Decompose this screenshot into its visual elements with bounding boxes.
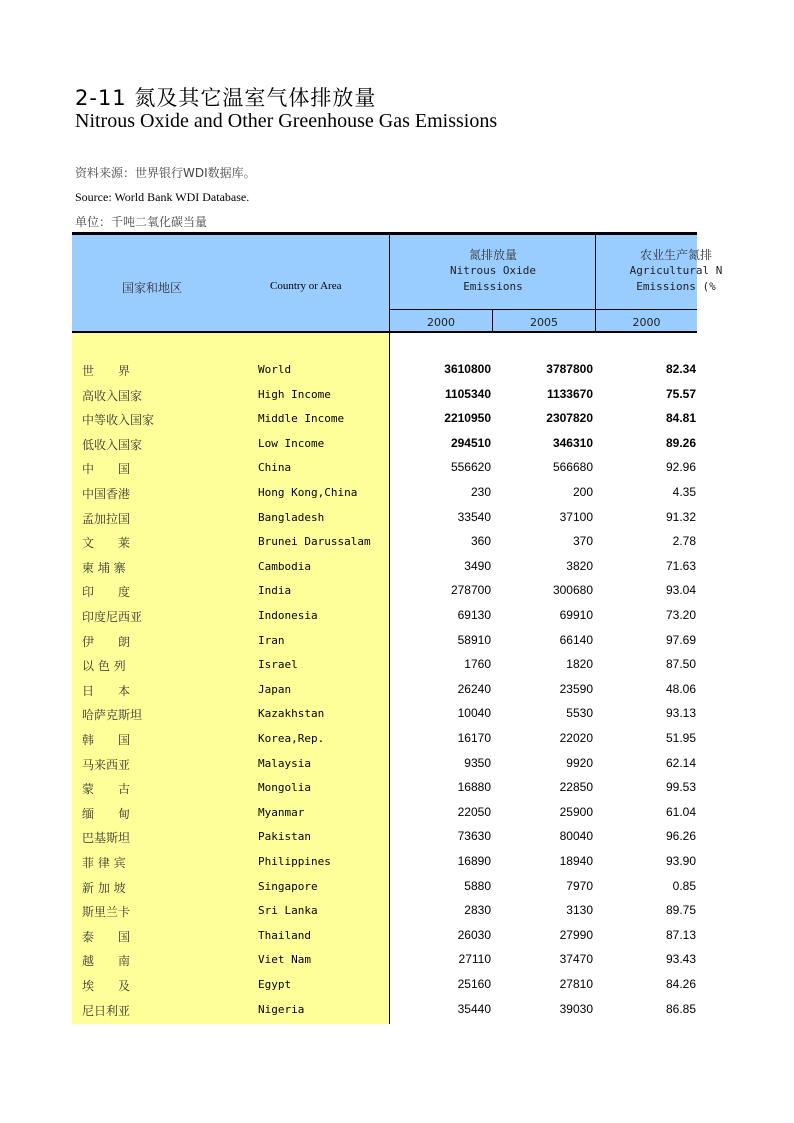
row-country-en: Hong Kong,China bbox=[258, 486, 358, 499]
row-value-2005: 27990 bbox=[559, 927, 593, 942]
table-row bbox=[72, 406, 697, 431]
row-value-2005: 5530 bbox=[566, 706, 593, 721]
header-agricultural bbox=[596, 247, 756, 295]
header-divider bbox=[492, 309, 493, 331]
row-country-en: Singapore bbox=[258, 879, 318, 893]
row-value-2000: 58910 bbox=[457, 632, 491, 647]
row-value-agri-2000: 97.69 bbox=[665, 632, 696, 647]
header-nitrous-oxide-cn: 氮排放量 bbox=[468, 248, 517, 262]
row-country-cn: 蒙 古 bbox=[82, 782, 131, 797]
row-value-2000: 26030 bbox=[457, 927, 491, 942]
page-title-cn: 2-11 氮及其它温室气体排放量 bbox=[75, 86, 377, 110]
row-value-2000: 3490 bbox=[464, 558, 491, 573]
row-value-2005: 566680 bbox=[552, 460, 593, 475]
row-value-2000: 73630 bbox=[457, 829, 491, 844]
row-value-agri-2000: 87.13 bbox=[665, 927, 696, 942]
table-row bbox=[72, 455, 697, 480]
row-value-2000: 2830 bbox=[464, 903, 491, 918]
row-country-cn: 日 本 bbox=[82, 683, 131, 698]
row-value-agri-2000: 48.06 bbox=[665, 681, 696, 696]
table-row bbox=[72, 874, 697, 899]
header-country-en: Country or Area bbox=[270, 280, 342, 292]
row-value-agri-2000: 89.26 bbox=[665, 435, 696, 450]
header-country-cn: 国家和地区 bbox=[122, 281, 183, 295]
emissions-table bbox=[72, 232, 723, 1024]
row-country-en: Pakistan bbox=[258, 830, 311, 844]
row-value-2005: 18940 bbox=[559, 854, 593, 868]
row-value-2005: 370 bbox=[572, 534, 593, 549]
unit-note: 单位：千吨二氧化碳当量 bbox=[75, 215, 208, 229]
table-row bbox=[72, 554, 697, 579]
row-country-en: High Income bbox=[258, 387, 331, 401]
row-country-en: Nigeria bbox=[258, 1002, 305, 1016]
row-country-cn: 高收入国家 bbox=[82, 388, 143, 403]
header-divider bbox=[595, 235, 596, 310]
row-country-cn: 中国香港 bbox=[82, 487, 131, 501]
table-row bbox=[72, 480, 697, 505]
table-row bbox=[72, 898, 697, 923]
row-value-agri-2000: 91.32 bbox=[665, 509, 696, 524]
header-nitrous-oxide-en2: Emissions bbox=[463, 280, 523, 293]
table-row bbox=[72, 603, 697, 628]
row-value-2000: 16170 bbox=[457, 731, 491, 745]
row-country-en: Japan bbox=[258, 682, 292, 696]
header-year-3: 2000 bbox=[632, 316, 661, 329]
row-value-2000: 27110 bbox=[458, 952, 491, 967]
row-country-en: Middle Income bbox=[258, 412, 345, 426]
row-value-2005: 200 bbox=[572, 485, 593, 499]
row-country-cn: 中等收入国家 bbox=[82, 413, 155, 428]
row-value-agri-2000: 73.20 bbox=[665, 608, 696, 622]
row-country-en: India bbox=[258, 584, 292, 598]
row-value-agri-2000: 61.04 bbox=[665, 804, 696, 819]
row-value-2005: 25900 bbox=[559, 804, 593, 819]
table-row bbox=[72, 923, 697, 948]
row-value-2000: 556620 bbox=[450, 460, 491, 475]
row-value-2000: 3610800 bbox=[444, 362, 491, 376]
row-country-cn: 尼日利亚 bbox=[82, 1003, 131, 1018]
row-value-2005: 37470 bbox=[559, 952, 593, 967]
row-country-cn: 中 国 bbox=[82, 462, 131, 477]
row-country-en: Israel bbox=[258, 658, 298, 672]
row-value-agri-2000: 4.35 bbox=[672, 485, 696, 499]
row-country-cn: 菲 律 宾 bbox=[82, 856, 126, 870]
row-value-2005: 27810 bbox=[559, 977, 593, 991]
row-value-2005: 66140 bbox=[559, 632, 593, 647]
row-value-agri-2000: 87.50 bbox=[665, 657, 696, 672]
row-country-en: Low Income bbox=[258, 436, 325, 450]
row-value-2000: 10040 bbox=[457, 706, 491, 721]
row-value-2005: 39030 bbox=[559, 1001, 593, 1016]
row-country-cn: 巴基斯坦 bbox=[82, 831, 131, 846]
row-value-agri-2000: 71.63 bbox=[665, 558, 696, 573]
row-value-agri-2000: 89.75 bbox=[665, 903, 696, 918]
row-country-cn: 马来西亚 bbox=[82, 757, 131, 772]
row-value-2000: 230 bbox=[470, 485, 491, 499]
header-divider bbox=[390, 309, 697, 310]
row-country-en: Kazakhstan bbox=[258, 707, 325, 721]
row-value-2000: 2210950 bbox=[444, 411, 491, 426]
header-year-1: 2000 bbox=[427, 316, 455, 329]
row-country-cn: 文 莱 bbox=[82, 536, 131, 551]
row-country-cn: 低收入国家 bbox=[82, 437, 143, 452]
row-value-agri-2000: 0.85 bbox=[672, 878, 696, 893]
row-value-agri-2000: 92.96 bbox=[665, 460, 696, 475]
row-value-agri-2000: 84.26 bbox=[665, 977, 696, 991]
table-row bbox=[72, 947, 697, 972]
row-value-2000: 69130 bbox=[457, 608, 491, 622]
table-row bbox=[72, 652, 697, 677]
table-row bbox=[72, 431, 697, 456]
table-row bbox=[72, 628, 697, 653]
row-value-2005: 3130 bbox=[566, 903, 593, 918]
row-value-2005: 7970 bbox=[566, 878, 593, 893]
row-value-2000: 1105340 bbox=[444, 386, 491, 401]
row-value-2000: 1760 bbox=[464, 657, 491, 672]
header-nitrous-oxide-en1: Nitrous Oxide bbox=[449, 264, 537, 277]
row-value-agri-2000: 96.26 bbox=[665, 829, 696, 844]
row-country-en: Thailand bbox=[258, 928, 311, 942]
row-country-cn: 孟加拉国 bbox=[82, 511, 131, 526]
table-row bbox=[72, 751, 697, 776]
table-row bbox=[72, 578, 697, 603]
page-title-en: Nitrous Oxide and Other Greenhouse Gas Emissions bbox=[75, 110, 498, 132]
header-divider bbox=[389, 235, 390, 331]
row-value-agri-2000: 86.85 bbox=[665, 1001, 696, 1016]
row-value-agri-2000: 84.81 bbox=[665, 411, 696, 426]
header-year-2: 2005 bbox=[530, 316, 558, 329]
row-value-2000: 26240 bbox=[457, 681, 491, 696]
row-value-2000: 5880 bbox=[464, 878, 491, 893]
row-value-2005: 3787800 bbox=[546, 362, 593, 376]
table-header bbox=[72, 235, 723, 331]
table-row bbox=[72, 726, 697, 751]
row-value-agri-2000: 93.04 bbox=[665, 583, 696, 598]
row-country-en: Viet Nam bbox=[258, 953, 311, 967]
row-value-agri-2000: 2.78 bbox=[672, 534, 696, 549]
row-country-cn: 哈萨克斯坦 bbox=[82, 708, 143, 723]
header-agricultural-en1: Agricultural N bbox=[629, 264, 723, 277]
row-value-2000: 360 bbox=[470, 534, 491, 549]
row-value-2000: 294510 bbox=[450, 435, 491, 450]
table-row bbox=[72, 701, 697, 726]
table-row bbox=[72, 997, 697, 1022]
row-country-cn: 埃 及 bbox=[82, 979, 131, 993]
row-value-2000: 25160 bbox=[457, 977, 491, 991]
row-country-cn: 泰 国 bbox=[82, 929, 131, 944]
row-value-agri-2000: 99.53 bbox=[665, 780, 696, 795]
row-value-agri-2000: 62.14 bbox=[665, 755, 696, 770]
row-country-en: Iran bbox=[258, 633, 285, 647]
row-value-2005: 346310 bbox=[552, 435, 593, 450]
row-country-cn: 新 加 坡 bbox=[82, 880, 126, 895]
row-value-2005: 1820 bbox=[566, 657, 593, 672]
header-agricultural-en2: Emissions (% bbox=[636, 280, 716, 293]
table-row bbox=[72, 800, 697, 825]
row-value-2005: 2307820 bbox=[546, 411, 593, 426]
row-value-2005: 22020 bbox=[559, 731, 593, 745]
row-value-2005: 37100 bbox=[559, 509, 593, 524]
row-country-cn: 韩 国 bbox=[82, 733, 131, 747]
row-value-agri-2000: 82.34 bbox=[665, 362, 696, 376]
row-value-2005: 9920 bbox=[566, 755, 593, 770]
table-row bbox=[72, 775, 697, 800]
row-country-cn: 越 南 bbox=[82, 954, 131, 969]
row-value-2000: 16880 bbox=[457, 780, 491, 795]
row-value-agri-2000: 93.13 bbox=[665, 706, 696, 721]
row-value-2000: 9350 bbox=[464, 755, 491, 770]
row-value-agri-2000: 93.90 bbox=[665, 854, 696, 868]
row-value-agri-2000: 51.95 bbox=[665, 731, 696, 745]
row-country-cn: 以 色 列 bbox=[82, 659, 126, 674]
table-row bbox=[72, 849, 697, 874]
row-country-en: Indonesia bbox=[258, 609, 318, 622]
row-value-2005: 23590 bbox=[559, 681, 593, 696]
row-country-en: Malaysia bbox=[258, 756, 311, 770]
table-row bbox=[72, 505, 697, 530]
row-country-en: Bangladesh bbox=[258, 510, 325, 524]
header-agricultural-cn: 农业生产氮排 bbox=[639, 248, 712, 262]
row-value-2005: 69910 bbox=[559, 608, 593, 622]
row-country-cn: 缅 甸 bbox=[82, 806, 131, 821]
row-country-en: Philippines bbox=[258, 855, 331, 868]
row-value-2000: 33540 bbox=[457, 509, 491, 524]
row-country-en: China bbox=[258, 461, 292, 475]
row-value-2000: 35440 bbox=[457, 1001, 491, 1016]
row-value-2005: 22850 bbox=[559, 780, 593, 795]
row-value-agri-2000: 75.57 bbox=[665, 386, 696, 401]
row-country-en: Egypt bbox=[258, 978, 292, 991]
table-row bbox=[72, 677, 697, 702]
row-country-cn: 印度尼西亚 bbox=[82, 610, 143, 624]
header-divider bbox=[595, 309, 596, 331]
source-note-en: Source: World Bank WDI Database. bbox=[75, 190, 250, 204]
row-value-2000: 278700 bbox=[450, 583, 491, 598]
table-row bbox=[72, 357, 697, 382]
row-country-cn: 世 界 bbox=[82, 364, 131, 378]
row-country-en: Mongolia bbox=[258, 781, 311, 795]
source-note-cn: 资料来源：世界银行WDI数据库。 bbox=[75, 166, 256, 180]
row-value-2005: 80040 bbox=[559, 829, 593, 844]
row-value-2005: 300680 bbox=[552, 583, 593, 598]
row-country-cn: 柬 埔 寨 bbox=[82, 560, 126, 575]
row-country-cn: 斯里兰卡 bbox=[82, 905, 131, 920]
row-value-2005: 3820 bbox=[566, 558, 593, 573]
row-value-agri-2000: 93.43 bbox=[665, 952, 696, 967]
table-row bbox=[72, 529, 697, 554]
row-country-en: Cambodia bbox=[258, 559, 311, 573]
table-row bbox=[72, 972, 697, 997]
row-country-en: Sri Lanka bbox=[258, 904, 318, 918]
row-country-en: Myanmar bbox=[258, 805, 305, 819]
row-country-en: Brunei Darussalam bbox=[258, 535, 371, 549]
row-country-en: Korea,Rep. bbox=[258, 732, 325, 745]
row-value-2000: 16890 bbox=[457, 854, 491, 868]
row-country-cn: 伊 朗 bbox=[82, 634, 131, 649]
row-country-cn: 印 度 bbox=[82, 585, 131, 600]
table-row bbox=[72, 382, 697, 407]
row-value-2000: 22050 bbox=[457, 804, 491, 819]
table-row bbox=[72, 824, 697, 849]
row-value-2005: 1133670 bbox=[546, 386, 593, 401]
header-nitrous-oxide bbox=[390, 247, 596, 295]
row-country-en: World bbox=[258, 363, 292, 376]
